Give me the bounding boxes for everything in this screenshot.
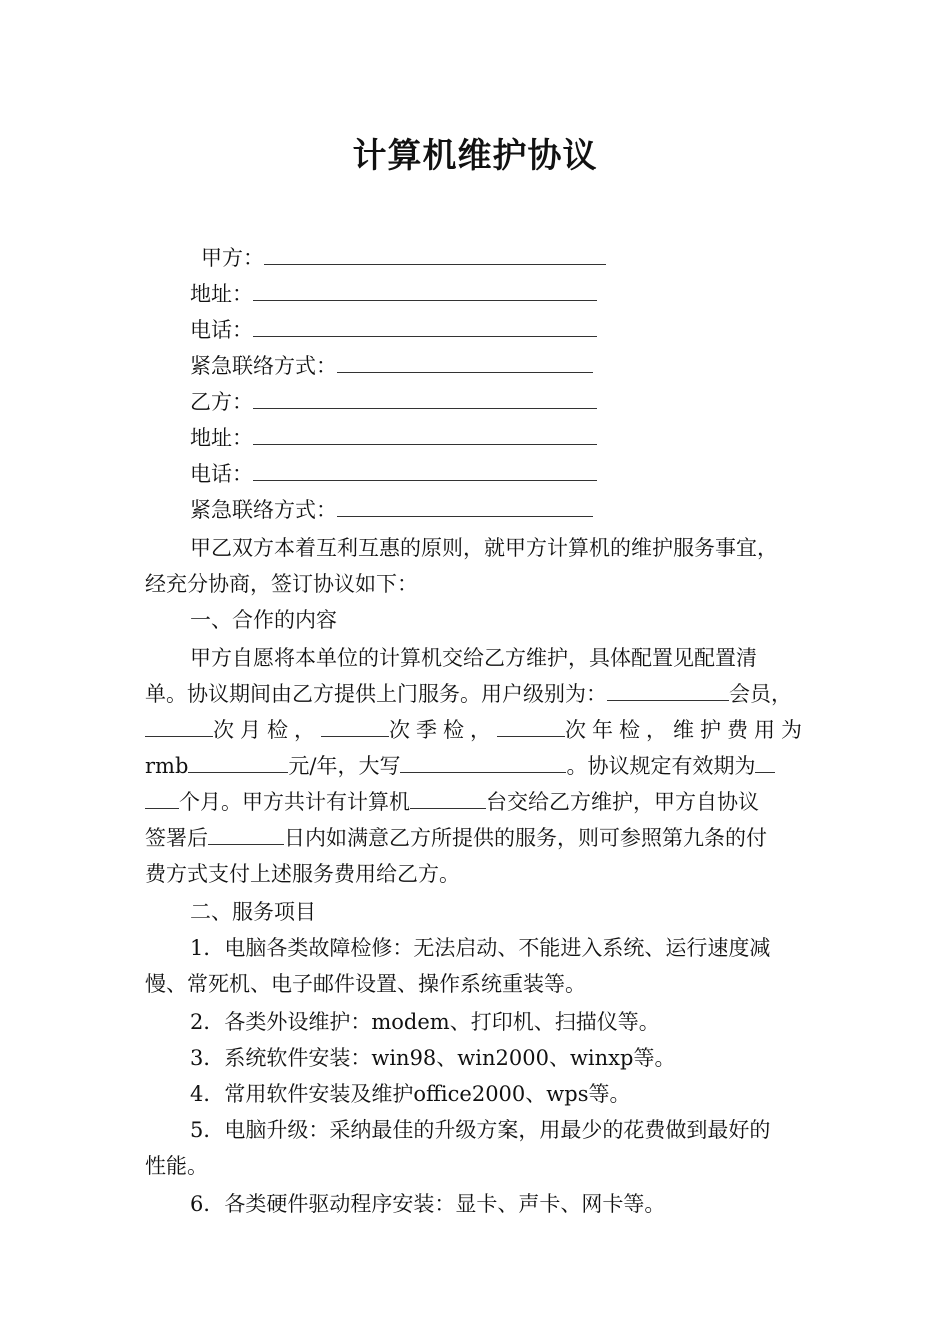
service-item-1b: 慢、常死机、电子邮件设置、操作系统重装等。 [145, 972, 586, 996]
party-a-emergency-blank[interactable] [337, 354, 593, 373]
service-item-5a: 5．电脑升级：采纳最佳的升级方案，用最少的花费做到最好的 [190, 1118, 771, 1142]
intro-line-2: 经充分协商，签订协议如下： [145, 572, 418, 596]
section1-line-3 [145, 716, 807, 744]
party-b-name-line [190, 388, 597, 416]
yearly-check-blank[interactable] [497, 718, 565, 737]
party-a-phone-line [190, 316, 597, 344]
party-a-emergency-line [190, 352, 593, 380]
party-b-emergency-label: 紧急联络方式： [190, 498, 337, 522]
party-a-label: 甲方： [201, 246, 264, 270]
section1-line-7: 费方式支付上述服务费用给乙方。 [145, 862, 460, 886]
section1-line-4 [145, 752, 807, 780]
rmb-label: rmb [145, 754, 189, 778]
service-item-3: 3．系统软件安装：win98、win2000、winxp等。 [190, 1046, 676, 1070]
section1-line-2-text-b: 会员， [729, 682, 792, 706]
party-a-phone-label: 电话： [190, 318, 253, 342]
section2-heading: 二、服务项目 [190, 900, 316, 924]
party-b-phone-label: 电话： [190, 462, 253, 486]
fee-amount-blank[interactable] [188, 754, 288, 773]
signed-label: 签署后 [145, 826, 208, 850]
party-a-emergency-label: 紧急联络方式： [190, 354, 337, 378]
party-b-address-blank[interactable] [253, 426, 597, 445]
section1-line-6 [145, 824, 807, 852]
monthly-check-blank[interactable] [145, 718, 213, 737]
quarterly-check-label: 次季检， [389, 718, 497, 742]
yearly-check-label: 次年检，维护费用为 [565, 718, 808, 742]
party-b-label: 乙方： [190, 390, 253, 414]
party-a-address-blank[interactable] [253, 282, 597, 301]
validity-blank-part1[interactable] [755, 754, 775, 773]
section1-line-1: 甲方自愿将本单位的计算机交给乙方维护，具体配置见配置清 [190, 646, 757, 670]
party-a-name-line [201, 244, 606, 272]
party-a-phone-blank[interactable] [253, 318, 597, 337]
party-b-phone-line [190, 460, 597, 488]
service-item-1a: 1．电脑各类故障检修：无法启动、不能进入系统、运行速度减 [190, 936, 771, 960]
party-a-address-line [190, 280, 597, 308]
party-a-address-label: 地址： [190, 282, 253, 306]
computer-count-label: 台交给乙方维护，甲方自协议 [486, 790, 759, 814]
party-b-address-line [190, 424, 597, 452]
intro-line-1: 甲乙双方本着互利互惠的原则，就甲方计算机的维护服务事宜， [190, 536, 778, 560]
fee-unit-label: 元/年，大写 [288, 754, 401, 778]
validity-label: 。协议规定有效期为 [566, 754, 756, 778]
party-a-blank[interactable] [264, 246, 606, 265]
party-b-blank[interactable] [253, 390, 597, 409]
validity-blank-part2[interactable] [145, 790, 179, 809]
service-item-5b: 性能。 [145, 1154, 208, 1178]
quarterly-check-blank[interactable] [321, 718, 389, 737]
section1-line-5 [145, 788, 807, 816]
section1-line-2 [145, 680, 807, 708]
service-item-4: 4．常用软件安装及维护office2000、wps等。 [190, 1082, 631, 1106]
section1-heading: 一、合作的内容 [190, 608, 337, 632]
computer-count-blank[interactable] [410, 790, 486, 809]
days-label: 日内如满意乙方所提供的服务，则可参照第九条的付 [284, 826, 767, 850]
service-item-2: 2．各类外设维护：modem、打印机、扫描仪等。 [190, 1010, 660, 1034]
fee-uppercase-blank[interactable] [400, 754, 566, 773]
service-item-6: 6．各类硬件驱动程序安装：显卡、声卡、网卡等。 [190, 1192, 666, 1216]
party-b-phone-blank[interactable] [253, 462, 597, 481]
days-blank[interactable] [208, 826, 284, 845]
member-level-blank[interactable] [607, 682, 729, 701]
months-label: 个月。甲方共计有计算机 [179, 790, 410, 814]
party-b-address-label: 地址： [190, 426, 253, 450]
monthly-check-label: 次月检， [213, 718, 321, 742]
section1-line-2-text-a: 单。协议期间由乙方提供上门服务。用户级别为： [145, 682, 607, 706]
party-b-emergency-blank[interactable] [337, 498, 593, 517]
party-b-emergency-line [190, 496, 593, 524]
document-title: 计算机维护协议 [352, 136, 598, 176]
